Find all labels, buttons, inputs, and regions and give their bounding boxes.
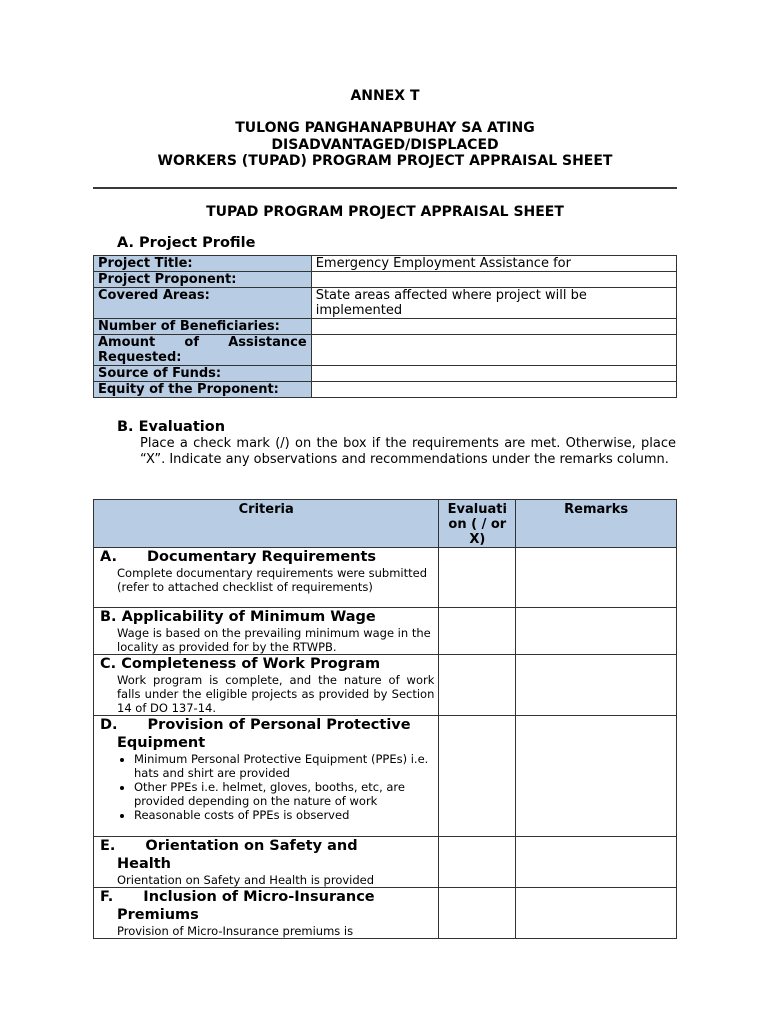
criteria-description: Orientation on Safety and Health is provided bbox=[117, 873, 375, 887]
evaluation-column-header: Evaluation ( / or X) bbox=[439, 500, 516, 548]
profile-value[interactable]: State areas affected where project will be implemented bbox=[311, 288, 676, 319]
criteria-title: C. Completeness of Work Program bbox=[100, 656, 381, 672]
criteria-description: Wage is based on the prevailing minimum wage in the locality as provided for by the RTWPB. bbox=[117, 626, 431, 654]
annex-label: ANNEX T bbox=[350, 88, 420, 104]
remarks-cell[interactable] bbox=[516, 716, 677, 837]
profile-label: Number of Beneficiaries: bbox=[94, 319, 312, 335]
profile-value[interactable] bbox=[311, 382, 676, 398]
header-divider bbox=[93, 187, 677, 189]
profile-row bbox=[94, 366, 677, 382]
remarks-cell[interactable] bbox=[516, 888, 677, 939]
profile-value[interactable] bbox=[311, 272, 676, 288]
criteria-row bbox=[94, 548, 677, 608]
evaluation-instructions: Place a check mark (/) on the box if the requirements are met. Otherwise, place “X”. Indicate any observations and recommendations under the remarks column. bbox=[140, 436, 676, 467]
evaluation-table bbox=[93, 499, 677, 939]
profile-label: Equity of the Proponent: bbox=[94, 382, 312, 398]
criteria-row bbox=[94, 837, 677, 888]
evaluation-cell[interactable] bbox=[439, 888, 516, 939]
criteria-title: D. Provision of Personal Protective Equipment bbox=[100, 717, 411, 751]
criteria-title: E. Orientation on Safety and Health bbox=[100, 838, 358, 872]
project-profile-table bbox=[93, 255, 677, 398]
profile-value[interactable] bbox=[311, 335, 676, 366]
list-item: • Other PPEs i.e. helmet, gloves, booths, etc, are provided depending on the nature of work bbox=[134, 780, 434, 808]
profile-value[interactable] bbox=[311, 319, 676, 335]
list-item: • Minimum Personal Protective Equipment (PPEs) i.e. hats and shirt are provided bbox=[134, 752, 434, 780]
sheet-subtitle: TUPAD PROGRAM PROJECT APPRAISAL SHEET bbox=[206, 204, 564, 220]
evaluation-cell[interactable] bbox=[439, 548, 516, 608]
profile-row bbox=[94, 272, 677, 288]
remarks-cell[interactable] bbox=[516, 608, 677, 655]
remarks-column-header: Remarks bbox=[516, 500, 677, 548]
evaluation-cell[interactable] bbox=[439, 837, 516, 888]
evaluation-cell[interactable] bbox=[439, 608, 516, 655]
criteria-bullet-list bbox=[94, 752, 438, 822]
criteria-title: B. Applicability of Minimum Wage bbox=[100, 609, 376, 625]
profile-row bbox=[94, 288, 677, 319]
profile-label: Source of Funds: bbox=[94, 366, 312, 382]
profile-label: Project Proponent: bbox=[94, 272, 312, 288]
evaluation-header-row bbox=[94, 500, 677, 548]
profile-label: Amount of Assistance Requested: bbox=[94, 335, 312, 366]
criteria-description: Work program is complete, and the nature of work falls under the eligible projects as provided by Section 14 of DO 137-14. bbox=[117, 673, 435, 715]
criteria-title: F. Inclusion of Micro-Insurance Premiums bbox=[100, 889, 375, 923]
criteria-row bbox=[94, 655, 677, 716]
profile-row bbox=[94, 319, 677, 335]
profile-label: Project Title: bbox=[94, 256, 312, 272]
criteria-description: Complete documentary requirements were submitted (refer to attached checklist of requirements) bbox=[117, 566, 428, 594]
criteria-description: Provision of Micro-Insurance premiums is bbox=[117, 924, 354, 938]
criteria-title: A. Documentary Requirements bbox=[100, 549, 377, 565]
remarks-cell[interactable] bbox=[516, 655, 677, 716]
criteria-row bbox=[94, 608, 677, 655]
remarks-cell[interactable] bbox=[516, 548, 677, 608]
title-line-1: TULONG PANGHANAPBUHAY SA ATING bbox=[235, 120, 535, 136]
remarks-cell[interactable] bbox=[516, 837, 677, 888]
criteria-row bbox=[94, 716, 677, 837]
list-item: • Reasonable costs of PPEs is observed bbox=[134, 808, 434, 822]
title-line-3: WORKERS (TUPAD) PROGRAM PROJECT APPRAISAL SHEET bbox=[157, 153, 613, 169]
evaluation-heading: B. Evaluation bbox=[117, 419, 226, 435]
criteria-row bbox=[94, 888, 677, 939]
project-profile-heading: A. Project Profile bbox=[117, 235, 256, 251]
profile-label: Covered Areas: bbox=[94, 288, 312, 319]
evaluation-cell[interactable] bbox=[439, 716, 516, 837]
profile-row bbox=[94, 335, 677, 366]
criteria-column-header: Criteria bbox=[94, 500, 439, 548]
evaluation-cell[interactable] bbox=[439, 655, 516, 716]
profile-value[interactable] bbox=[311, 366, 676, 382]
profile-row bbox=[94, 256, 677, 272]
title-line-2: DISADVANTAGED/DISPLACED bbox=[271, 137, 499, 153]
profile-row bbox=[94, 382, 677, 398]
profile-value[interactable]: Emergency Employment Assistance for bbox=[311, 256, 676, 272]
